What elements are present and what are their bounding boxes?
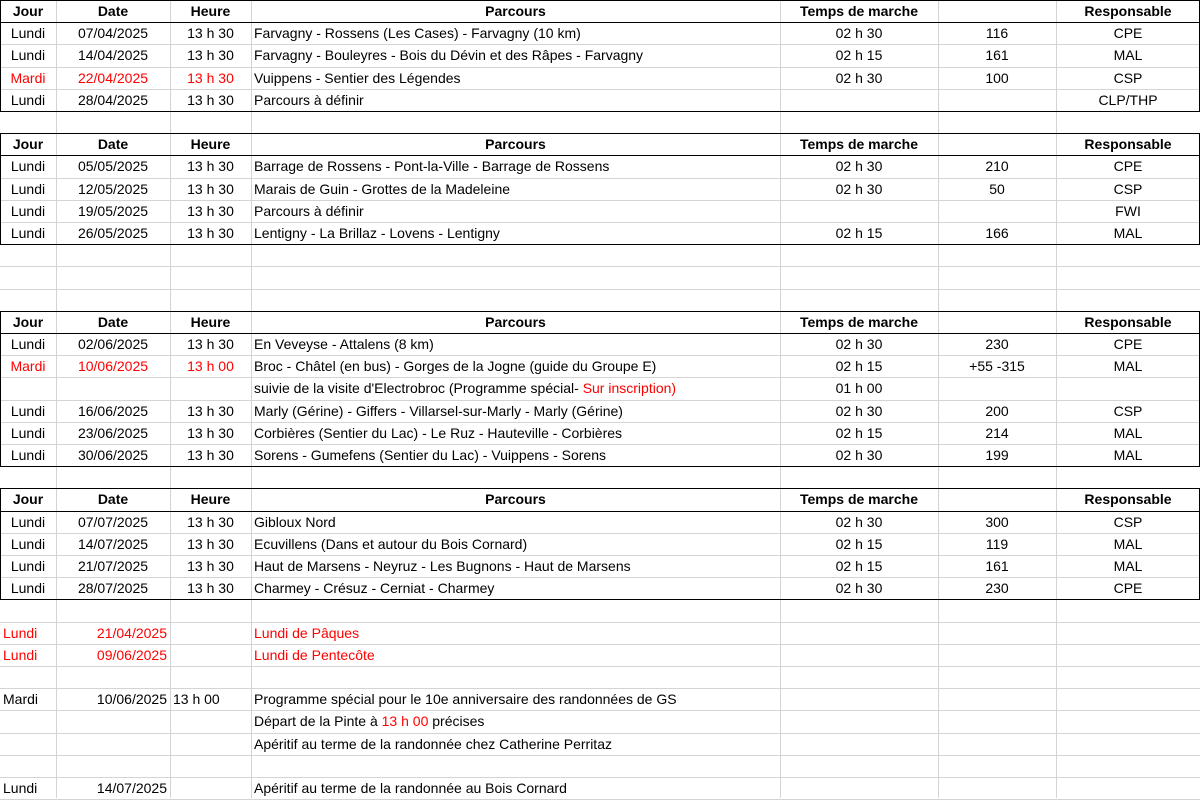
header-date[interactable]: Date [97,136,129,153]
cell-date[interactable]: 23/06/2025 [77,424,149,441]
parcours-text: Ecuvillens (Dans et autour du Bois Cornard) [254,535,528,552]
parcours-text: Lentigny - La Brillaz - Lovens - Lentigny [254,225,500,241]
cell-heure[interactable]: 13 h 30 [187,336,234,352]
cell-responsable[interactable]: FWI [1115,202,1141,219]
header-parcours[interactable]: Parcours [485,3,546,19]
header-heure[interactable]: Heure [190,3,231,19]
cell-heure[interactable]: 13 h 30 [187,535,234,552]
cell-parcours[interactable] [254,222,780,244]
cell-jour[interactable]: Lundi [10,535,46,552]
cell-parcours[interactable] [254,533,780,555]
cell-denivele[interactable]: 161 [985,558,1009,574]
parcours-text: Haut de Marsens - Neyruz - Les Bugnons - Haut de Marsens [254,558,631,574]
cell-date[interactable]: 28/07/2025 [77,580,149,597]
parcours-text: Gibloux Nord [254,513,336,530]
header-parcours[interactable]: Parcours [485,313,546,330]
holiday-jour[interactable]: Lundi [3,646,38,663]
cell-temps[interactable]: 02 h 15 [835,225,883,241]
note-last-jour[interactable]: Lundi [3,780,38,796]
cell-jour[interactable]: Lundi [10,91,46,108]
cell-jour[interactable]: Lundi [10,424,46,441]
parcours-text: Broc - Châtel (en bus) - Gorges de la Jogne (guide du Groupe E) [254,358,657,375]
note-line-2[interactable] [254,710,1056,732]
parcours-text: Vuippens - Sentier des Légendes [254,69,461,86]
header-temps-de-marche[interactable]: Temps de marche [799,491,918,508]
cell-heure[interactable]: 13 h 30 [187,180,234,197]
cell-temps[interactable]: 02 h 30 [835,336,883,352]
note-heure[interactable]: 13 h 00 [173,691,220,708]
cell-parcours[interactable] [254,577,780,599]
cell-responsable[interactable]: MAL [1113,535,1143,552]
cell-parcours[interactable] [254,511,780,533]
header-parcours[interactable]: Parcours [485,136,546,153]
cell-responsable[interactable]: CPE [1113,336,1143,352]
cell-responsable[interactable]: CSP [1113,513,1143,530]
cell-denivele[interactable]: 230 [985,580,1009,597]
cell-heure[interactable]: 13 h 30 [187,225,234,241]
cell-temps[interactable]: 01 h 00 [835,380,883,397]
parcours-text: Marais de Guin - Grottes de la Madeleine [254,180,511,197]
cell-responsable[interactable]: MAL [1113,225,1143,241]
note-line-2-part: précises [428,713,485,730]
cell-heure[interactable]: 13 h 30 [187,202,234,219]
cell-temps[interactable]: 02 h 15 [835,424,883,441]
holiday-label[interactable]: Lundi de Pâques [254,624,360,641]
header-heure[interactable]: Heure [190,491,231,508]
cell-date[interactable]: 22/04/2025 [77,69,149,86]
cell-heure[interactable]: 13 h 30 [187,69,234,86]
header-heure[interactable]: Heure [190,313,231,330]
cell-temps[interactable]: 02 h 30 [835,402,883,419]
parcours-text: Corbières (Sentier du Lac) - Le Ruz - Hauteville - Corbières [254,424,623,441]
cell-denivele[interactable] [938,377,1056,399]
grid-row-line [0,266,1200,267]
cell-temps[interactable]: 02 h 30 [835,447,883,463]
cell-responsable[interactable]: MAL [1113,358,1143,375]
cell-denivele[interactable]: 100 [985,69,1009,86]
header-jour[interactable]: Jour [12,136,44,153]
cell-date[interactable]: 26/05/2025 [77,225,149,241]
cell-responsable[interactable]: CPE [1113,580,1143,597]
parcours-text: Farvagny - Bouleyres - Bois du Dévin et des Râpes - Farvagny [254,47,644,64]
parcours-text: Sorens - Gumefens (Sentier du Lac) - Vuippens - Sorens [254,447,606,463]
cell-heure[interactable]: 13 h 30 [187,25,234,42]
header-parcours[interactable]: Parcours [485,491,546,508]
header-jour[interactable]: Jour [12,313,44,330]
note-line-2-part: 13 h 00 [381,713,429,730]
cell-parcours[interactable] [254,200,780,222]
cell-jour[interactable]: Lundi [10,580,46,597]
cell-jour[interactable]: Mardi [10,69,46,86]
cell-parcours[interactable] [254,355,780,377]
cell-jour[interactable]: Lundi [10,180,46,197]
cell-date[interactable]: 07/04/2025 [77,25,149,42]
cell-denivele[interactable]: 200 [985,402,1009,419]
cell-temps[interactable]: 02 h 30 [835,25,883,42]
cell-denivele[interactable]: 300 [985,513,1009,530]
cell-responsable[interactable]: MAL [1113,558,1143,574]
cell-temps[interactable] [780,200,938,222]
cell-temps[interactable]: 02 h 15 [835,358,883,375]
cell-date[interactable]: 14/07/2025 [77,535,149,552]
cell-heure[interactable]: 13 h 30 [187,447,234,463]
cell-parcours[interactable] [254,22,780,44]
cell-date[interactable]: 19/05/2025 [77,202,149,219]
cell-date[interactable]: 12/05/2025 [77,180,149,197]
parcours-note-red: Sur inscription) [582,380,677,397]
cell-jour[interactable]: Lundi [10,447,46,463]
cell-parcours[interactable] [254,178,780,200]
parcours-text: Parcours à définir [254,91,364,108]
cell-denivele[interactable]: 230 [985,336,1009,352]
cell-date[interactable]: 02/06/2025 [77,336,149,352]
cell-temps[interactable]: 02 h 30 [835,580,883,597]
cell-jour[interactable]: Lundi [10,225,46,241]
cell-jour[interactable]: Lundi [10,25,46,42]
cell-temps[interactable] [780,89,938,111]
cell-temps[interactable]: 02 h 15 [835,47,883,64]
cell-jour[interactable]: Lundi [10,558,46,574]
cell-date[interactable]: 30/06/2025 [77,447,149,463]
cell-date[interactable]: 16/06/2025 [77,402,149,419]
cell-date[interactable] [56,377,170,399]
header-temps-de-marche[interactable]: Temps de marche [799,3,918,19]
holiday-label[interactable]: Lundi de Pentecôte [254,646,375,663]
parcours-text: Parcours à définir [254,202,364,219]
cell-denivele[interactable]: 210 [985,158,1009,175]
cell-responsable[interactable]: MAL [1113,424,1143,441]
cell-parcours[interactable] [254,44,780,66]
note-line-2-part: Départ de la Pinte à [254,713,382,730]
cell-denivele[interactable]: 166 [985,225,1009,241]
cell-responsable[interactable]: CSP [1113,180,1143,197]
cell-responsable[interactable]: MAL [1113,447,1143,463]
cell-jour[interactable]: Lundi [10,158,46,175]
cell-parcours[interactable] [254,377,780,399]
header-responsable[interactable]: Responsable [1084,491,1172,508]
note-jour[interactable]: Mardi [3,691,39,708]
cell-date[interactable]: 28/04/2025 [77,91,149,108]
cell-temps[interactable]: 02 h 30 [835,513,883,530]
cell-heure[interactable]: 13 h 30 [187,424,234,441]
cell-heure[interactable]: 13 h 30 [187,513,234,530]
header-jour[interactable]: Jour [12,491,44,508]
cell-jour[interactable]: Lundi [10,513,46,530]
parcours-text: Charmey - Crésuz - Cerniat - Charmey [254,580,495,597]
cell-denivele[interactable] [938,200,1056,222]
cell-heure[interactable] [170,377,251,399]
header-date[interactable]: Date [97,491,129,508]
cell-date[interactable]: 14/04/2025 [77,47,149,64]
cell-jour[interactable]: Lundi [10,202,46,219]
note-date[interactable]: 10/06/2025 [96,691,167,708]
header-responsable[interactable]: Responsable [1084,313,1172,330]
grid-row-line [0,666,1200,667]
cell-denivele[interactable]: 199 [985,447,1009,463]
cell-parcours[interactable] [254,444,780,466]
cell-parcours[interactable] [254,400,780,422]
cell-heure[interactable]: 13 h 30 [187,91,234,108]
parcours-text: Farvagny - Rossens (Les Cases) - Farvagny (10 km) [254,25,581,42]
cell-temps[interactable]: 02 h 30 [835,158,883,175]
cell-denivele[interactable]: 50 [989,180,1005,197]
cell-temps[interactable]: 02 h 30 [835,180,883,197]
header-date[interactable]: Date [97,3,129,19]
cell-parcours[interactable] [254,333,780,355]
cell-denivele[interactable]: +55 -315 [969,358,1025,375]
cell-heure[interactable]: 13 h 30 [187,558,234,574]
header-responsable[interactable]: Responsable [1084,136,1172,153]
note-line-1[interactable]: Programme spécial pour le 10e anniversaire des randonnées de GS [254,691,677,708]
cell-jour[interactable]: Lundi [10,47,46,64]
cell-jour[interactable]: Mardi [10,358,46,375]
cell-jour[interactable]: Lundi [10,336,46,352]
parcours-text: Barrage de Rossens - Pont-la-Ville - Barrage de Rossens [254,158,610,175]
header-heure[interactable]: Heure [190,136,231,153]
holiday-date[interactable]: 09/06/2025 [96,646,167,663]
cell-heure[interactable]: 13 h 00 [187,358,234,375]
grid-row-line [0,755,1200,756]
parcours-text: Marly (Gérine) - Giffers - Villarsel-sur-Marly - Marly (Gérine) [254,402,623,419]
holiday-date[interactable]: 21/04/2025 [96,624,167,641]
cell-responsable[interactable]: MAL [1113,47,1143,64]
note-last-date[interactable]: 14/07/2025 [96,780,167,796]
cell-denivele[interactable]: 116 [985,25,1009,42]
cell-heure[interactable]: 13 h 30 [187,158,234,175]
cell-parcours[interactable] [254,555,780,577]
cell-denivele[interactable]: 119 [985,535,1009,552]
cell-parcours[interactable] [254,155,780,177]
header-temps-de-marche[interactable]: Temps de marche [799,136,918,153]
note-line-3[interactable]: Apéritif au terme de la randonnée chez Catherine Perritaz [254,735,612,752]
cell-responsable[interactable]: CPE [1113,25,1143,42]
cell-denivele[interactable]: 214 [985,424,1009,441]
cell-denivele[interactable]: 161 [985,47,1009,64]
cell-denivele[interactable] [938,89,1056,111]
cell-responsable[interactable]: CLP/THP [1098,91,1158,108]
parcours-text: En Veveyse - Attalens (8 km) [254,336,434,352]
cell-date[interactable]: 07/07/2025 [77,513,149,530]
holiday-jour[interactable]: Lundi [3,624,38,641]
cell-parcours[interactable] [254,67,780,89]
cell-temps[interactable]: 02 h 15 [835,535,883,552]
cell-temps[interactable]: 02 h 15 [835,558,883,574]
cell-responsable[interactable]: CSP [1113,402,1143,419]
cell-heure[interactable]: 13 h 30 [187,580,234,597]
cell-responsable[interactable] [1056,377,1200,399]
cell-heure[interactable]: 13 h 30 [187,402,234,419]
cell-responsable[interactable]: CSP [1113,69,1143,86]
cell-date[interactable]: 21/07/2025 [77,558,149,574]
cell-heure[interactable]: 13 h 30 [187,47,234,64]
cell-date[interactable]: 10/06/2025 [77,358,149,375]
cell-parcours[interactable] [254,422,780,444]
cell-date[interactable]: 05/05/2025 [77,158,149,175]
note-last-line[interactable]: Apéritif au terme de la randonnée au Bois Cornard [254,780,567,796]
header-temps-de-marche[interactable]: Temps de marche [799,313,918,330]
cell-responsable[interactable]: CPE [1113,158,1143,175]
header-responsable[interactable]: Responsable [1084,3,1172,19]
header-date[interactable]: Date [97,313,129,330]
cell-jour[interactable] [0,377,56,399]
grid-row-line [0,289,1200,290]
cell-temps[interactable]: 02 h 30 [835,69,883,86]
header-jour[interactable]: Jour [12,3,44,19]
cell-jour[interactable]: Lundi [10,402,46,419]
cell-parcours[interactable] [254,89,780,111]
parcours-text: suivie de la visite d'Electrobroc (Programme spécial- [254,380,583,397]
